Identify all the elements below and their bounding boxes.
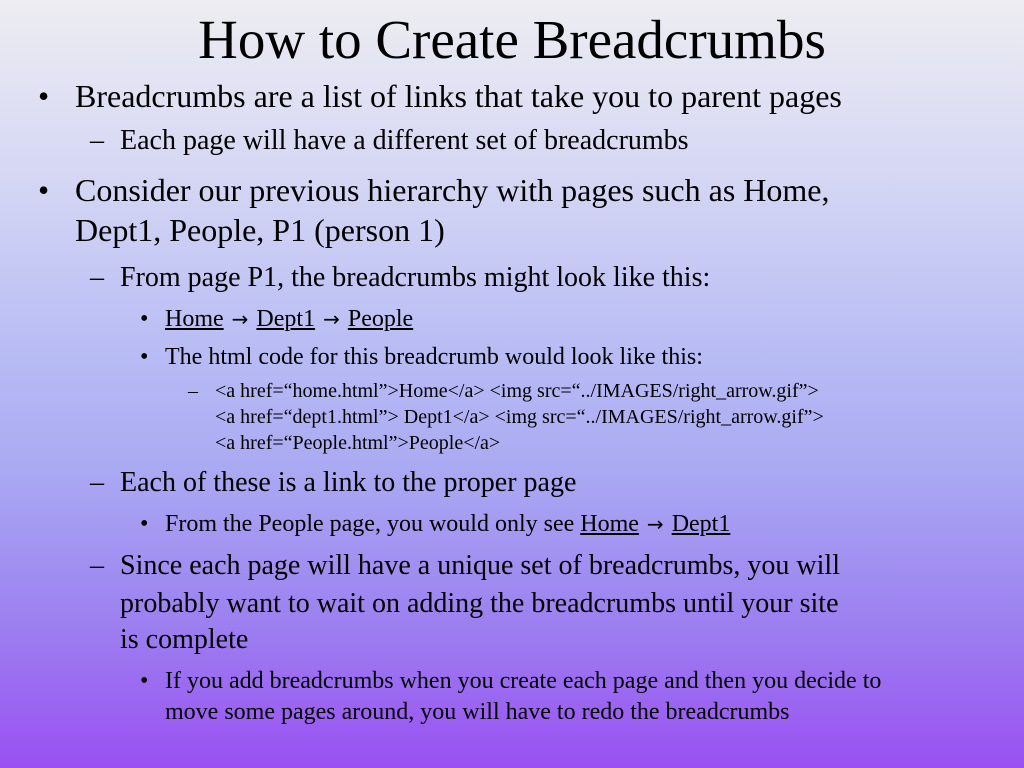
breadcrumb-example-prefix: From the People page, you would only see <box>165 511 575 537</box>
bullet-hierarchy-line-1: Consider our previous hierarchy with pages such as Home, <box>75 172 830 208</box>
code-line-3: <a href=“People.html”>People</a> <box>215 432 501 454</box>
sub-bullet-html-code-intro: The html code for this breadcrumb would look like this: <box>165 344 703 370</box>
dash-marker: – <box>90 467 104 498</box>
code-line-2: <a href=“dept1.html”> Dept1</a> <img src=“../IMAGES/right_arrow.gif”> <box>215 406 824 428</box>
bullet-breadcrumbs-definition: Breadcrumbs are a list of links that take you to parent pages <box>75 78 842 114</box>
sub-bullet-redo-line-1: If you add breadcrumbs when you create each page and then you decide to <box>165 668 882 694</box>
sub-bullet-unique-line-1: Since each page will have a unique set of breadcrumbs, you will <box>120 550 840 581</box>
dash-marker: – <box>90 125 104 156</box>
dash-marker: – <box>90 262 104 293</box>
right-arrow-icon: → <box>231 307 249 331</box>
breadcrumb-link-home[interactable]: Home <box>165 306 224 332</box>
dash-marker: – <box>188 380 198 402</box>
code-line-1: <a href=“home.html”>Home</a> <img src=“../IMAGES/right_arrow.gif”> <box>215 380 819 402</box>
breadcrumb-link-home[interactable]: Home <box>580 511 639 537</box>
bullet-hierarchy-line-2: Dept1, People, P1 (person 1) <box>75 212 445 248</box>
breadcrumb-example-people <box>165 510 730 538</box>
sub-bullet-redo-line-2: move some pages around, you will have to redo the breadcrumbs <box>165 699 790 725</box>
sub-bullet-different-breadcrumbs: Each page will have a different set of breadcrumbs <box>120 125 689 156</box>
slide-title: How to Create Breadcrumbs <box>198 9 826 70</box>
sub-bullet-each-is-link: Each of these is a link to the proper page <box>120 467 577 498</box>
bullet-marker: • <box>140 344 149 370</box>
sub-bullet-unique-line-3: is complete <box>120 624 249 655</box>
bullet-marker: • <box>140 511 149 537</box>
bullet-marker: • <box>38 172 50 208</box>
dash-marker: – <box>90 550 104 581</box>
sub-bullet-unique-line-2: probably want to wait on adding the breadcrumbs until your site <box>120 588 839 619</box>
bullet-marker: • <box>140 668 149 694</box>
right-arrow-icon: → <box>323 307 340 331</box>
bullet-marker: • <box>140 306 149 332</box>
breadcrumb-link-dept1[interactable]: Dept1 <box>671 511 731 537</box>
breadcrumb-link-dept1[interactable]: Dept1 <box>256 306 316 332</box>
right-arrow-icon: → <box>646 512 664 536</box>
breadcrumb-example-p1 <box>165 305 413 333</box>
bullet-marker: • <box>38 78 50 114</box>
breadcrumb-link-people[interactable]: People <box>347 306 414 332</box>
sub-bullet-from-p1: From page P1, the breadcrumbs might look like this: <box>120 262 711 293</box>
